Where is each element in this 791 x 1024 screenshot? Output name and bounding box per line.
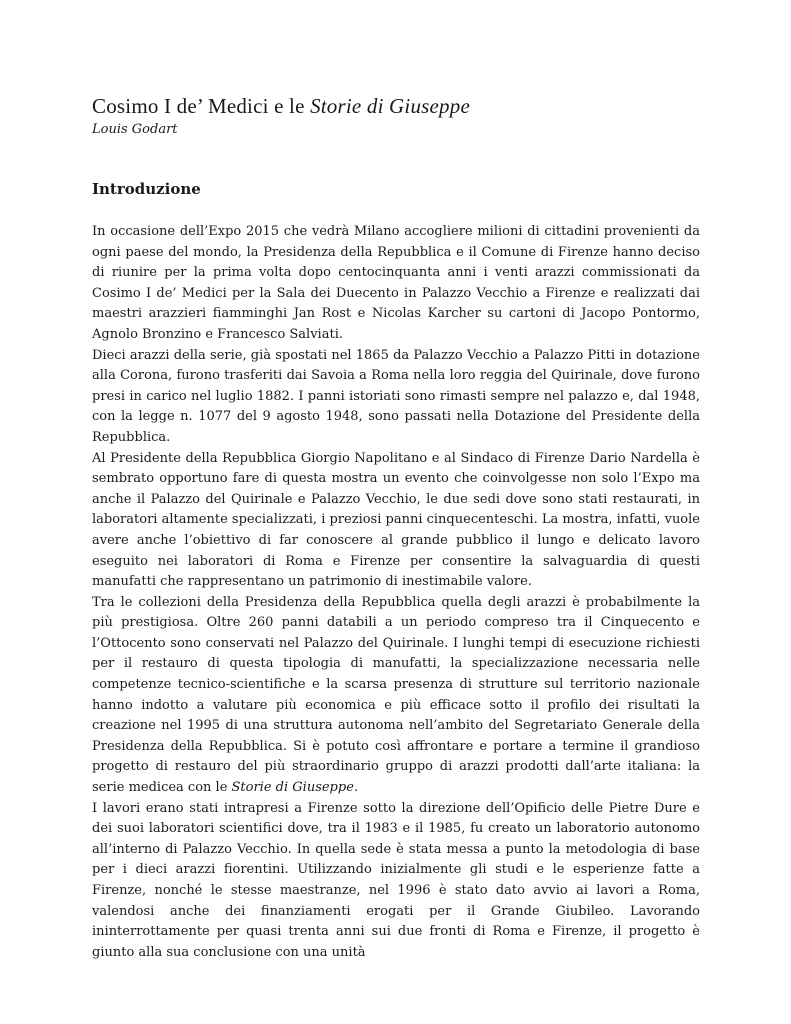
title-italic: Storie di Giuseppe — [310, 94, 470, 118]
section-heading: Introduzione — [92, 180, 201, 198]
paragraph-1: In occasione dell’Expo 2015 che vedrà Milano accogliere milioni di cittadini provenienti da ogni paese del mondo, la Presidenza della Repubblica e il Comune di Firenze hanno deciso di riunire per la prima volta dopo centocinquanta anni i venti arazzi commissionati da Cosimo I de’ Medici per la Sala dei Duecento in Palazzo Vecchio a Firenze e realizzati dai maestri arazzieri fiamminghi Jan Rost e Nicolas Karcher su cartoni di Jacopo Pontormo, Agnolo Bronzino e Francesco Salviati. — [92, 224, 700, 342]
paragraph-4-end: . — [353, 780, 359, 796]
paragraph-4-text: Tra le collezioni della Presidenza della Repubblica quella degli arazzi è probabilmente la più prestigiosa. Oltre 260 panni databili a un periodo compreso tra il Cinquecento e l’Ottocento sono conservati nel Palazzo del Quirinale. I lunghi tempi di esecuzione richiesti per il restauro di questa tipologia di manufatti, la specializzazione necessaria nelle competenze tecnico-scientifiche e la scarsa presenza di strutture sul territorio nazionale hanno indotto a valutare più economica e più efficace sotto il profilo dei risultati la creazione nel 1995 di una struttura autonoma nell’ambito del Segretariato Generale della Presidenza della Repubblica. Si è potuto così affrontare e portare a termine il grandioso progetto di restauro del più straordinario gruppo di arazzi prodotti dall’arte italiana: la serie medicea con le — [92, 594, 700, 796]
paragraph-4-italic: Storie di Giuseppe — [231, 780, 354, 796]
paragraph-4 — [92, 593, 700, 799]
title-main: Cosimo I de’ Medici e le — [92, 94, 311, 118]
paragraph-2: Dieci arazzi della serie, già spostati nel 1865 da Palazzo Vecchio a Palazzo Pitti in dotazione alla Corona, furono trasferiti dai Savoia a Roma nella loro reggia del Quirinale, dove furono presi in carico nel luglio 1882. I panni istoriati sono rimasti sempre nel palazzo e, dal 1948, con la legge n. 1077 del 9 agosto 1948, sono passati nella Dotazione del Presidente della Repubblica. — [92, 347, 700, 445]
document-title — [92, 94, 470, 119]
author-name: Louis Godart — [92, 122, 178, 137]
body-text — [92, 222, 700, 963]
paragraph-3: Al Presidente della Repubblica Giorgio Napolitano e al Sindaco di Firenze Dario Nardella è sembrato opportuno fare di questa mostra un evento che coinvolgesse non solo l’Expo ma anche il Palazzo del Quirinale e Palazzo Vecchio, le due sedi dove sono stati restaurati, in laboratori altamente specializzati, i preziosi panni cinquecenteschi. La mostra, infatti, vuole avere anche l’obiettivo di far conoscere al grande pubblico il lungo e delicato lavoro eseguito nei laboratori di Roma e Firenze per consentire la salvaguardia di questi manufatti che rappresentano un patrimonio di inestimabile valore. — [92, 450, 700, 590]
paragraph-5: I lavori erano stati intrapresi a Firenze sotto la direzione dell’Opificio delle Pietre Dure e dei suoi laboratori scientifici dove, tra il 1983 e il 1985, fu creato un laboratorio autonomo all’interno di Palazzo Vecchio. In quella sede è stata messa a punto la metodologia di base per i dieci arazzi fiorentini. Utilizzando inizialmente gli studi e le esperienze fatte a Firenze, nonché le stesse maestranze, nel 1996 è stato dato avvio ai lavori a Roma, valendosi anche dei finanziamenti erogati per il Grande Giubileo. Lavorando ininterrottamente per quasi trenta anni sui due fronti di Roma e Firenze, il progetto è giunto alla sua conclusione con una unità — [92, 800, 700, 960]
